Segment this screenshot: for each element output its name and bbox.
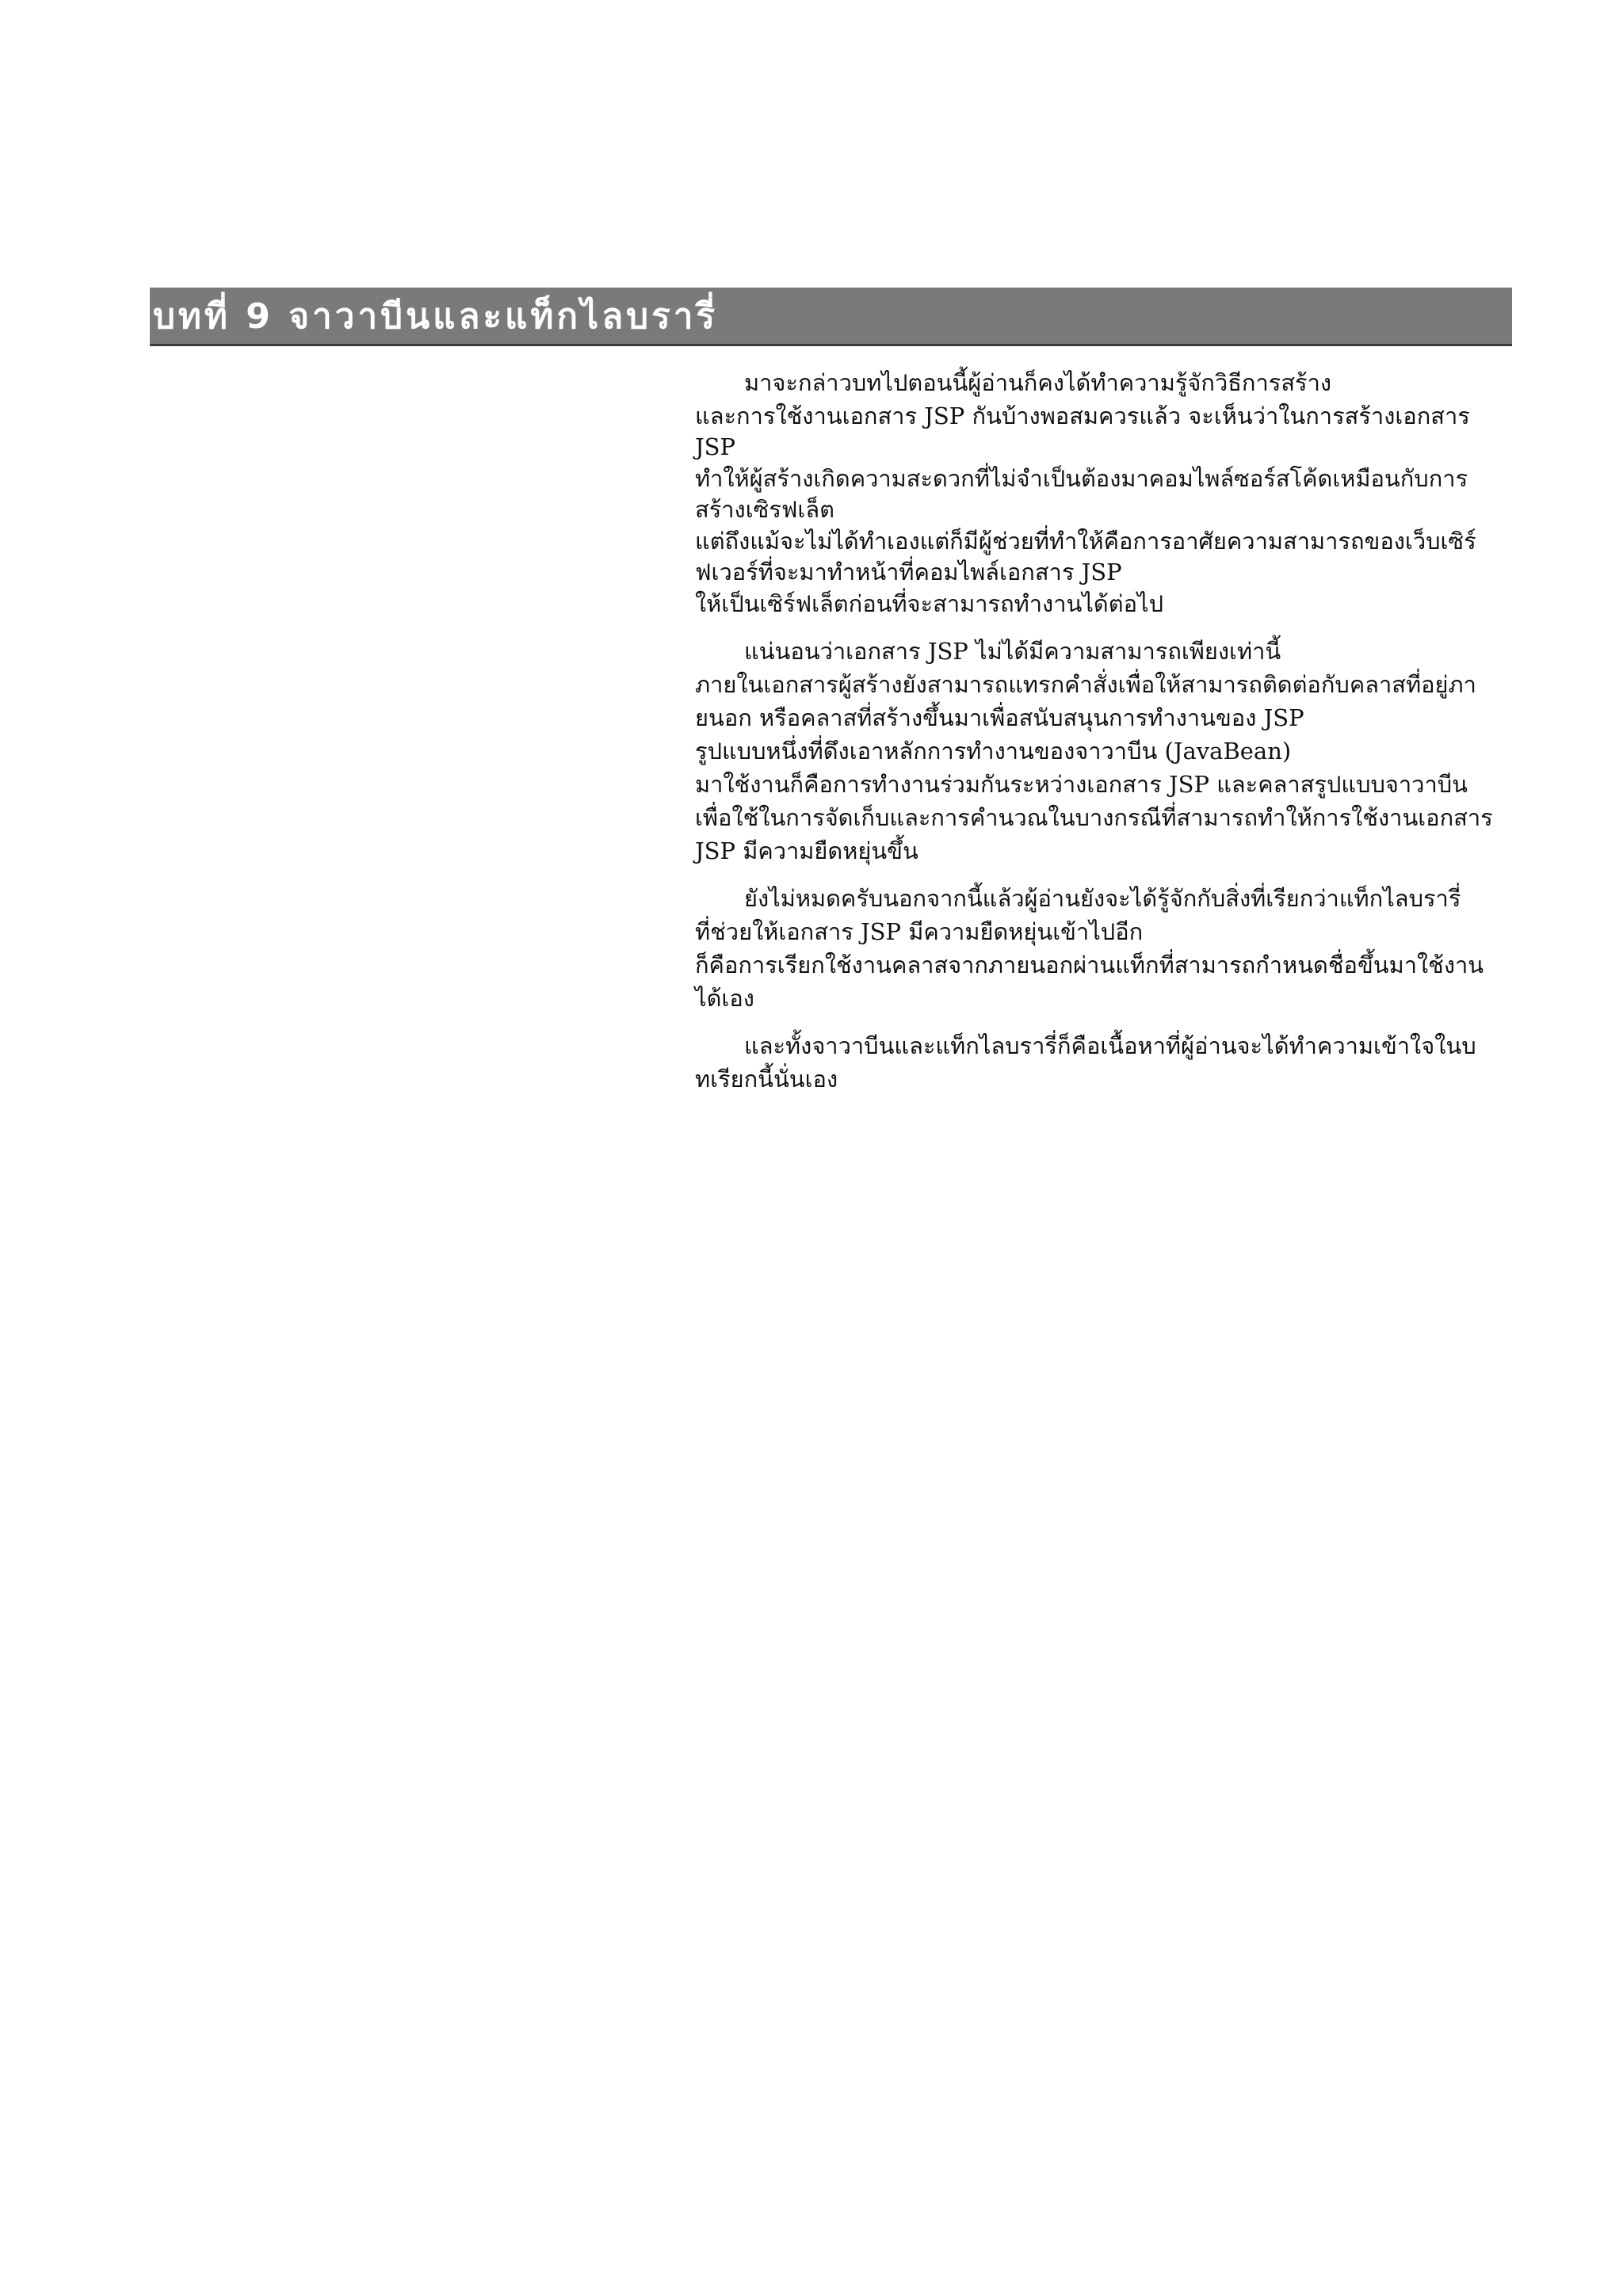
paragraph-line: มาใช้งานก็คือการทำงานร่วมกันระหว่างเอกสาร JSP และคลาสรูปแบบจาวาบีน (695, 771, 1468, 798)
body-text (695, 366, 1511, 1110)
paragraph-line: แต่ถึงแม้จะไม่ได้ทำเองแต่ก็มีผู้ช่วยที่ทำให้คือการอาศัยความสามารถของเว็บเซิร์ (695, 528, 1476, 555)
paragraph-line: JSP มีความยืดหยุ่นขึ้น (695, 837, 918, 864)
paragraph-line: ฟเวอร์ที่จะมาทำหน้าที่คอมไพล์เอกสาร JSP (695, 559, 1122, 585)
paragraph-2 (695, 635, 1511, 868)
paragraph-line: และการใช้งานเอกสาร JSP กันบ้างพอสมควรแล้ว จะเห็นว่าในการสร้างเอกสาร (695, 402, 1470, 429)
paragraph-line: สร้างเซิรฟเล็ต (695, 496, 834, 523)
chapter-header-bar (150, 288, 1512, 346)
paragraph-line: แน่นอนว่าเอกสาร JSP ไม่ได้มีความสามารถเพียงเท่านี้ (744, 638, 1281, 665)
paragraph-4 (695, 1029, 1511, 1096)
paragraph-3 (695, 882, 1511, 1015)
paragraph-line: เพื่อใช้ในการจัดเก็บและการคำนวณในบางกรณีที่สามารถทำให้การใช้งานเอกสาร (695, 804, 1493, 831)
paragraph-line: ให้เป็นเซิร์ฟเล็ตก่อนที่จะสามารถทำงานได้ต่อไป (695, 590, 1163, 617)
paragraph-line: JSP (695, 433, 736, 460)
paragraph-line: ที่ช่วยให้เอกสาร JSP มีความยืดหยุ่นเข้าไปอีก (695, 918, 1144, 945)
paragraph-line: ยังไม่หมดครับนอกจากนี้แล้วผู้อ่านยังจะได้รู้จักกับสิ่งที่เรียกว่าแท็กไลบรารี่ (744, 885, 1461, 912)
paragraph-line: มาจะกล่าวบทไปตอนนี้ผู้อ่านก็คงได้ทำความรู้จักวิธีการสร้าง (744, 369, 1332, 396)
paragraph-line: ก็คือการเรียกใช้งานคลาสจากภายนอกผ่านแท็กที่สามารถกำหนดชื่อขึ้นมาใช้งาน (695, 952, 1484, 978)
paragraph-line: รูปแบบหนึ่งที่ดึงเอาหลักการทำงานของจาวาบีน (JavaBean) (695, 738, 1292, 765)
chapter-title: บทที่ 9 จาวาบีนและแท็กไลบรารี่ (153, 296, 719, 337)
paragraph-line: ภายในเอกสารผู้สร้างยังสามารถแทรกคำสั่งเพื่อให้สามารถติดต่อกับคลาสที่อยู่ภา (695, 671, 1476, 698)
paragraph-line: ทเรียกนี้นั่นเอง (695, 1066, 838, 1093)
paragraph-line: ยนอก หรือคลาสที่สร้างขึ้นมาเพื่อสนับสนุนการทำงานของ JSP (695, 704, 1304, 731)
paragraph-1 (695, 366, 1511, 620)
paragraph-line: ได้เอง (695, 985, 754, 1012)
paragraph-line: และทั้งจาวาบีนและแท็กไลบรารี่ก็คือเนื้อหาที่ผู้อ่านจะได้ทำความเข้าใจในบ (744, 1032, 1476, 1059)
paragraph-line: ทำให้ผู้สร้างเกิดความสะดวกที่ไม่จำเป็นต้องมาคอมไพล์ซอร์สโค้ดเหมือนกับการ (695, 465, 1468, 492)
